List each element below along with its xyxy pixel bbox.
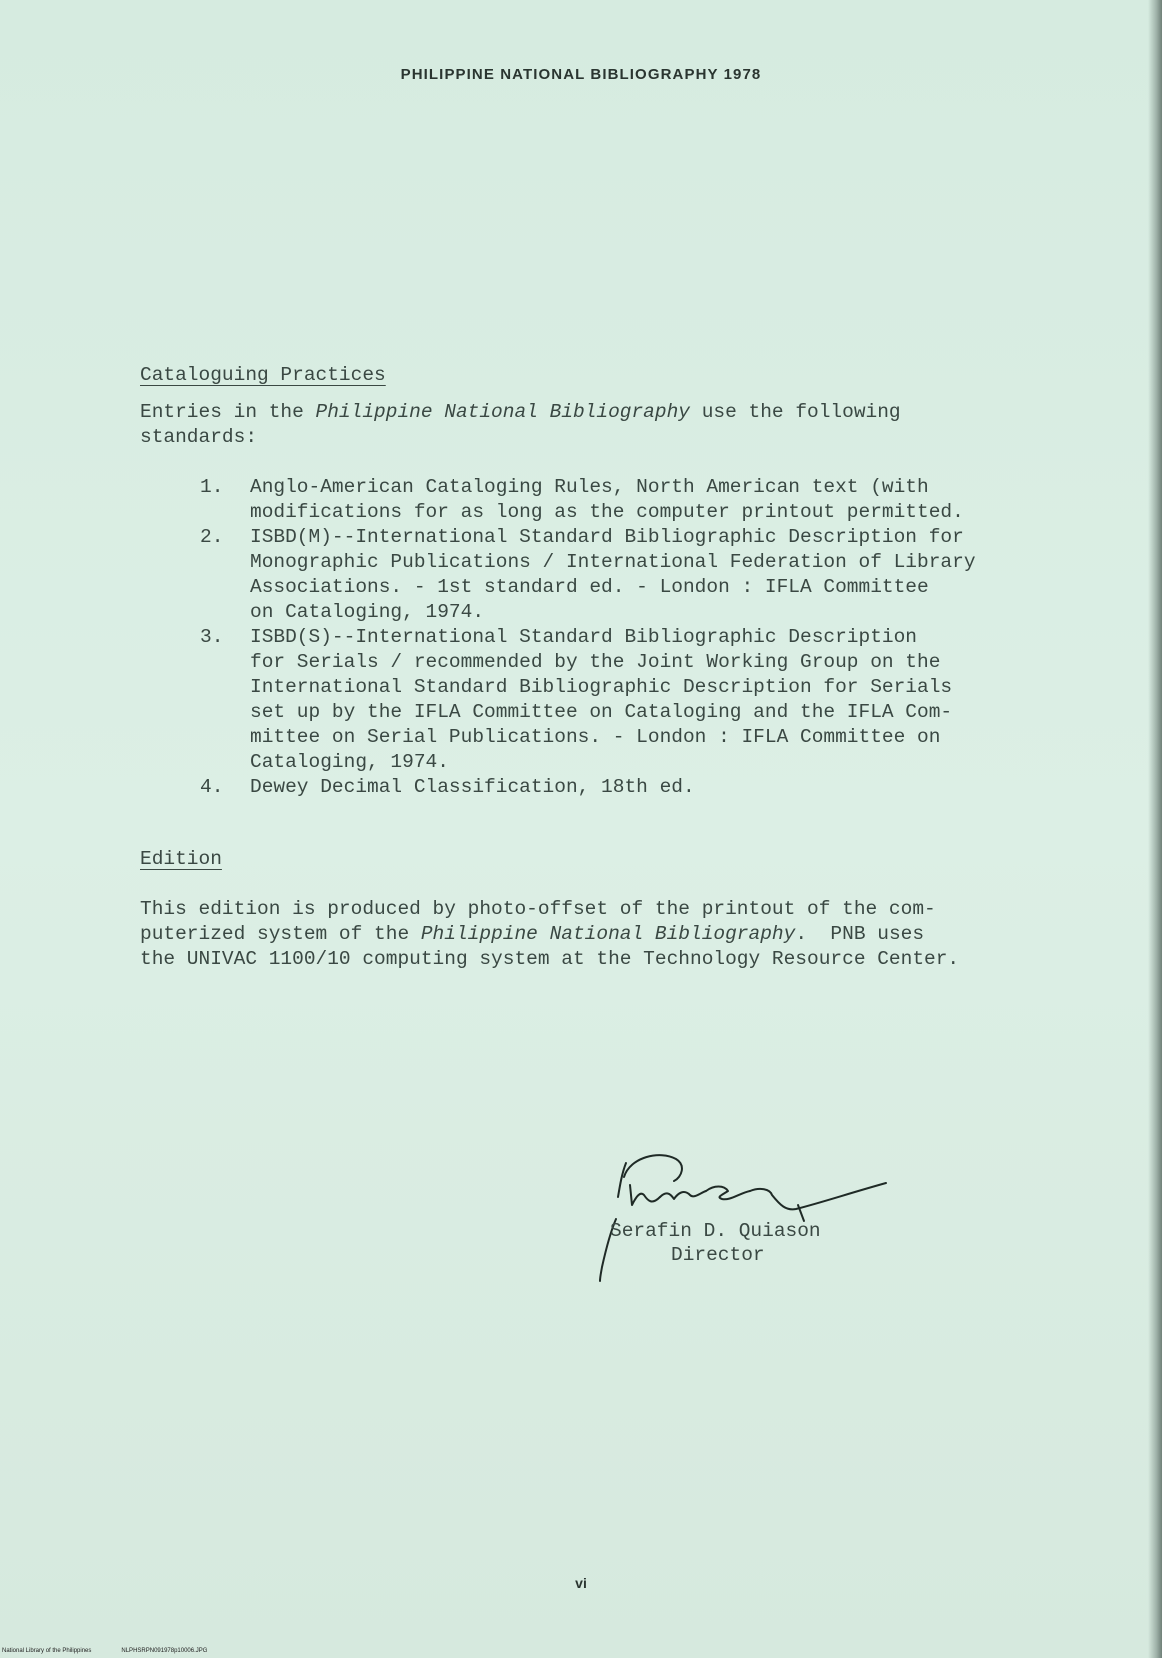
edition-text-after: . PNB uses the UNIVAC 1100/10 computing system at the Technology Resource Center. [140,923,960,970]
standards-list [200,475,1030,800]
cataloguing-intro [140,400,1020,450]
list-item-number: 3. [200,626,224,648]
footer-library: National Library of the Philippines [2,1648,92,1654]
footer-filename: NLPHSRPN091978p10006.JPG [121,1648,208,1654]
edition-heading: Edition [140,848,222,870]
list-item-text: ISBD(M)--International Standard Bibliographic Description for Monographic Publications / International Federation of Library Associations. - 1st standard ed. - London : IFLA Committee on Cataloging, 1974. [250,526,976,623]
edition-title-italic: Philippine National Bibliography [420,923,796,945]
list-item [200,525,1030,625]
page-edge-shadow [1148,0,1162,1658]
intro-title-italic: Philippine National Bibliography [315,401,690,423]
list-item-number: 1. [200,476,224,498]
intro-text-before: Entries in the [140,401,316,423]
list-item-text: Anglo-American Cataloging Rules, North American text (with modifications for as long as the computer printout permitted. [250,476,964,523]
list-item-text: Dewey Decimal Classification, 18th ed. [250,776,695,798]
list-item-number: 4. [200,776,224,798]
page-header: PHILIPPINE NATIONAL BIBLIOGRAPHY 1978 [400,66,762,83]
edition-text [140,897,1020,972]
list-item [200,775,1030,800]
list-item-number: 2. [200,526,224,548]
list-item [200,625,1030,775]
list-item-text: ISBD(S)--International Standard Bibliographic Description for Serials / recommended by the Joint Working Group on the International Standard Bibliographic Description for Serials set up by the IFLA Committee on Cataloging and the IFLA Com- mittee on Serial Publications. - London : IFLA Committee on Cataloging, 1974. [250,626,953,773]
signatory-name: Serafin D. Quiason [610,1220,821,1242]
signatory-title: Director [671,1244,765,1266]
edition-text-before: This edition is produced by photo-offset of the printout of the com- puterized system of the [140,898,936,945]
list-item [200,475,1030,525]
scan-footer [2,1647,207,1655]
intro-text-after: use the following standards: [140,401,901,448]
cataloguing-heading: Cataloguing Practices [140,364,386,386]
page-number: vi [575,1575,587,1591]
